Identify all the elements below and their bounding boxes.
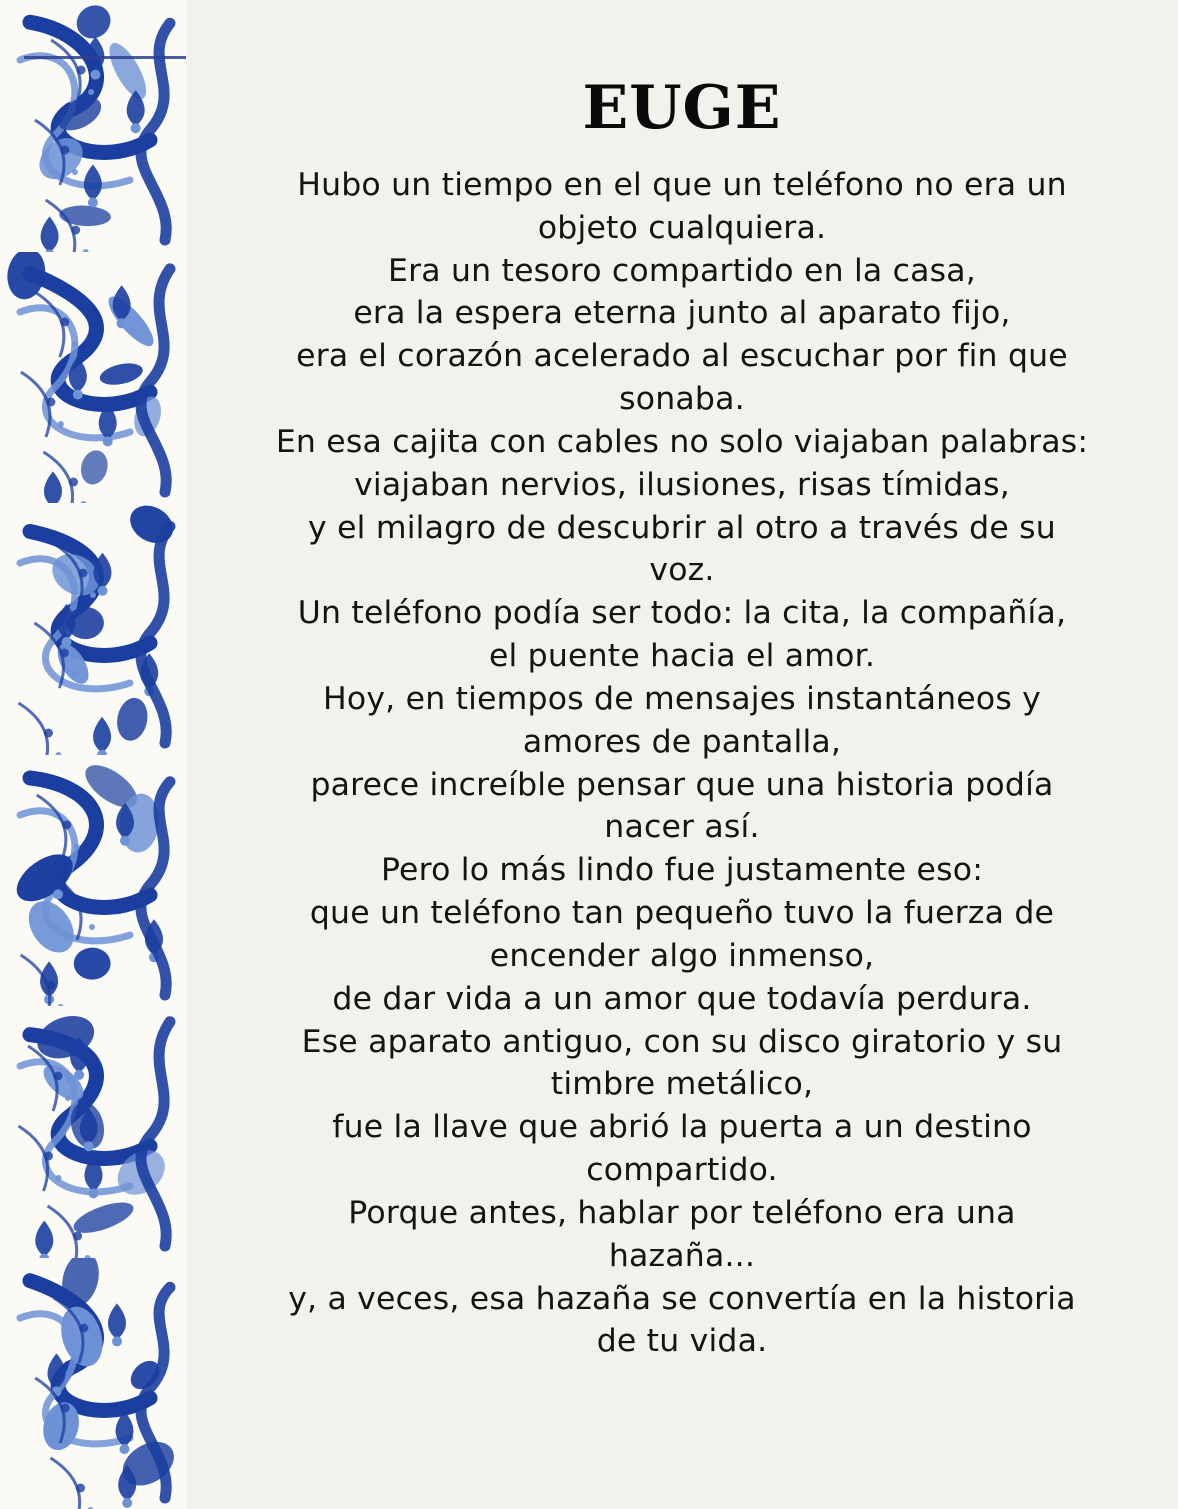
majolica-tile [0, 755, 186, 1007]
poem-line: y el milagro de descubrir al otro a través de su [308, 509, 1056, 546]
poem-line: Era un tesoro compartido en la casa, [388, 252, 976, 289]
poem-line: el puente hacia el amor. [488, 638, 876, 675]
poem-line: encender algo inmenso, [489, 937, 875, 974]
poem-line: sonaba. [619, 381, 745, 418]
poem-line: objeto cualquiera. [537, 209, 827, 246]
poem-line: Pero lo más lindo fue justamente eso: [380, 852, 984, 889]
content-column [186, 0, 1178, 1509]
poem-line: nacer así. [604, 809, 760, 846]
poem-body [246, 164, 1118, 1363]
poem-line: hazaña... [608, 1237, 756, 1274]
poem-line: Ese aparato antiguo, con su disco giratorio y su [301, 1023, 1063, 1060]
poem-line: voz. [649, 552, 715, 589]
poem-line: y, a veces, esa hazaña se convertía en la historia [288, 1280, 1076, 1317]
poem-line: era la espera eterna junto al aparato fijo, [353, 295, 1011, 332]
majolica-tile [0, 1006, 186, 1258]
poem-line: amores de pantalla, [522, 723, 842, 760]
majolica-tile [0, 0, 186, 252]
poem-line: fue la llave que abrió la puerta a un destino [332, 1109, 1032, 1146]
ornamental-border-band [0, 0, 186, 1509]
poem-line: viajaban nervios, ilusiones, risas tímidas, [354, 466, 1010, 503]
majolica-tile [0, 1258, 186, 1509]
poem-line: de dar vida a un amor que todavía perdura. [332, 980, 1032, 1017]
majolica-tile [0, 252, 186, 504]
page-title: EUGE [582, 73, 782, 143]
border-rule-line [24, 56, 186, 59]
poem-line: parece increíble pensar que una historia podía [310, 766, 1054, 803]
poem-line: Un teléfono podía ser todo: la cita, la compañía, [297, 595, 1067, 632]
poem-line: compartido. [586, 1152, 778, 1189]
majolica-tile [0, 503, 186, 755]
poem-line: que un teléfono tan pequeño tuvo la fuerza de [309, 895, 1055, 932]
poem-line: Hubo un tiempo en el que un teléfono no era un [297, 167, 1067, 203]
poem-line: En esa cajita con cables no solo viajaban palabras: [275, 423, 1089, 460]
majolica-tile-stack [0, 0, 186, 1509]
poem-line: timbre metálico, [550, 1066, 814, 1103]
poem-line: de tu vida. [596, 1323, 768, 1360]
poem-line: era el corazón acelerado al escuchar por fin que [296, 338, 1068, 375]
poem-line: Hoy, en tiempos de mensajes instantáneos y [322, 680, 1041, 717]
poem-line: Porque antes, hablar por teléfono era una [348, 1194, 1016, 1231]
